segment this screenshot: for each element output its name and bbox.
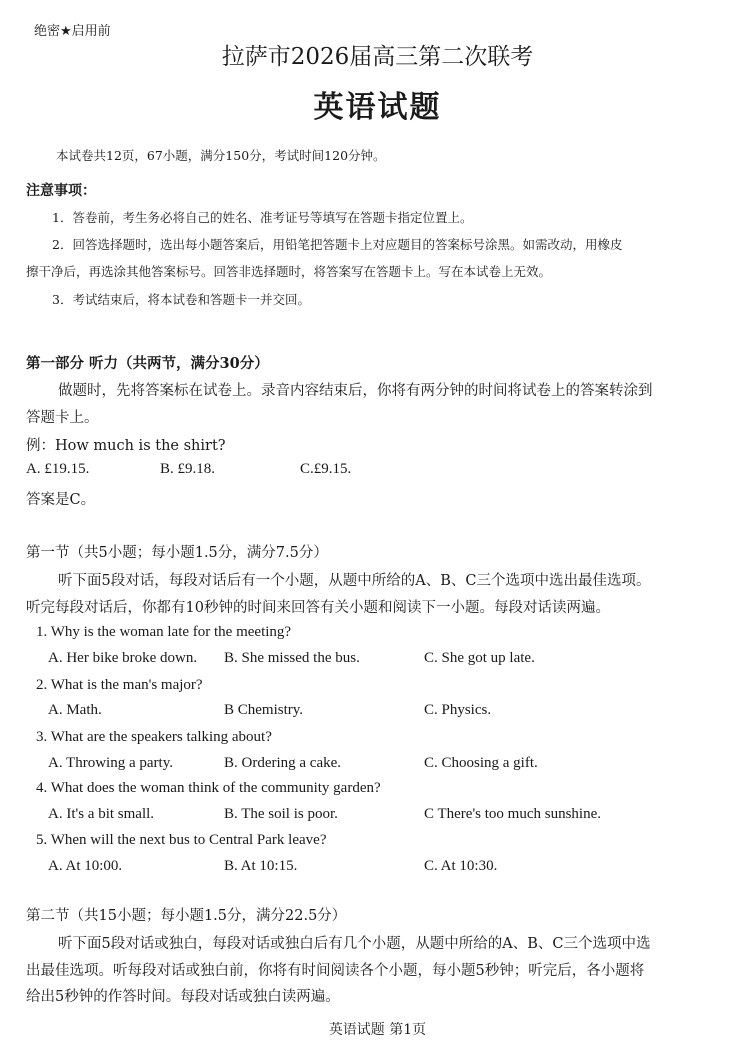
section2-instruction-line-3: 给出5秒钟的作答时间。每段对话或独白读两遍。 <box>26 989 340 1005</box>
question-1-option-c: C. She got up late. <box>424 650 535 666</box>
question-3-option-b: B. Ordering a cake. <box>224 755 342 771</box>
section2-instruction-line-2: 出最佳选项。听每段对话或独白前，你将有时间阅读各个小题，每小题5秒钟；听完后，各小题将 <box>26 963 645 979</box>
question-4-option-b: B. The soil is poor. <box>224 806 338 822</box>
question-4-option-c: C There's too much sunshine. <box>424 806 601 822</box>
exam-title: 拉萨市2026届高三第二次联考 <box>221 44 534 70</box>
section1-heading: 第一节（共5小题；每小题1.5分，满分7.5分） <box>26 545 328 561</box>
example-answer: 答案是C。 <box>26 492 96 508</box>
question-3-option-c: C. Choosing a gift. <box>424 755 538 771</box>
part1-heading: 第一部分 听力（共两节，满分30分） <box>26 355 269 372</box>
question-4-option-a: A. It's a bit small. <box>48 806 155 822</box>
part1-instruction-line-1: 做题时，先将答案标在试卷上。录音内容结束后，你将有两分钟的时间将试卷上的答案转涂到 <box>58 383 653 399</box>
exam-intro: 本试卷共12页，67小题，满分150分，考试时间120分钟。 <box>56 148 386 163</box>
notes-heading: 注意事项： <box>26 183 96 199</box>
question-2-option-b: B Chemistry. <box>224 702 304 718</box>
question-5-option-b: B. At 10:15. <box>224 858 298 874</box>
part1-instruction-line-2: 答题卡上。 <box>26 410 99 426</box>
notes-item-2-line-2: 擦干净后，再选涂其他答案标号。回答非选择题时，将答案写在答题卡上。写在本试卷上无效。 <box>26 264 552 279</box>
section2-instruction-line-1: 听下面5段对话或独白，每段对话或独白后有几个小题，从题中所给的A、B、C三个选项中选 <box>58 936 651 952</box>
notes-item-2-line-1: 2．回答选择题时，选出每小题答案后，用铅笔把答题卡上对应题目的答案标号涂黑。如需改动，用橡皮 <box>52 237 623 252</box>
example-option-b: B. £9.18. <box>160 461 216 477</box>
question-3: 3. What are the speakers talking about? <box>36 729 272 745</box>
example-question: 例：How much is the shirt? <box>26 438 226 454</box>
section2-heading: 第二节（共15小题；每小题1.5分，满分22.5分） <box>26 908 347 924</box>
question-4: 4. What does the woman think of the community garden? <box>36 780 381 796</box>
subject-title: 英语试题 <box>313 90 442 125</box>
example-option-a: A. £19.15. <box>26 461 90 477</box>
section1-instruction-line-1: 听下面5段对话，每段对话后有一个小题，从题中所给的A、B、C三个选项中选出最佳选项。 <box>58 573 651 589</box>
question-5-option-c: C. At 10:30. <box>424 858 498 874</box>
question-2: 2. What is the man's major? <box>36 677 203 693</box>
question-5: 5. When will the next bus to Central Park leave? <box>36 832 327 848</box>
example-option-c: C.£9.15. <box>300 461 352 477</box>
question-5-option-a: A. At 10:00. <box>48 858 123 874</box>
page-footer: 英语试题 第1页 <box>328 1022 427 1038</box>
question-2-option-c: C. Physics. <box>424 702 492 718</box>
question-1: 1. Why is the woman late for the meeting? <box>36 624 292 640</box>
confidential-label: 绝密★启用前 <box>34 24 111 39</box>
notes-item-1: 1．答卷前，考生务必将自己的姓名、准考证号等填写在答题卡指定位置上。 <box>52 210 473 225</box>
section1-instruction-line-2: 听完每段对话后，你都有10秒钟的时间来回答有关小题和阅读下一小题。每段对话读两遍。 <box>26 600 610 616</box>
notes-item-3: 3．考试结束后，将本试卷和答题卡一并交回。 <box>52 292 310 307</box>
question-1-option-a: A. Her bike broke down. <box>48 650 198 666</box>
question-3-option-a: A. Throwing a party. <box>48 755 173 771</box>
question-1-option-b: B. She missed the bus. <box>224 650 360 666</box>
question-2-option-a: A. Math. <box>48 702 102 718</box>
